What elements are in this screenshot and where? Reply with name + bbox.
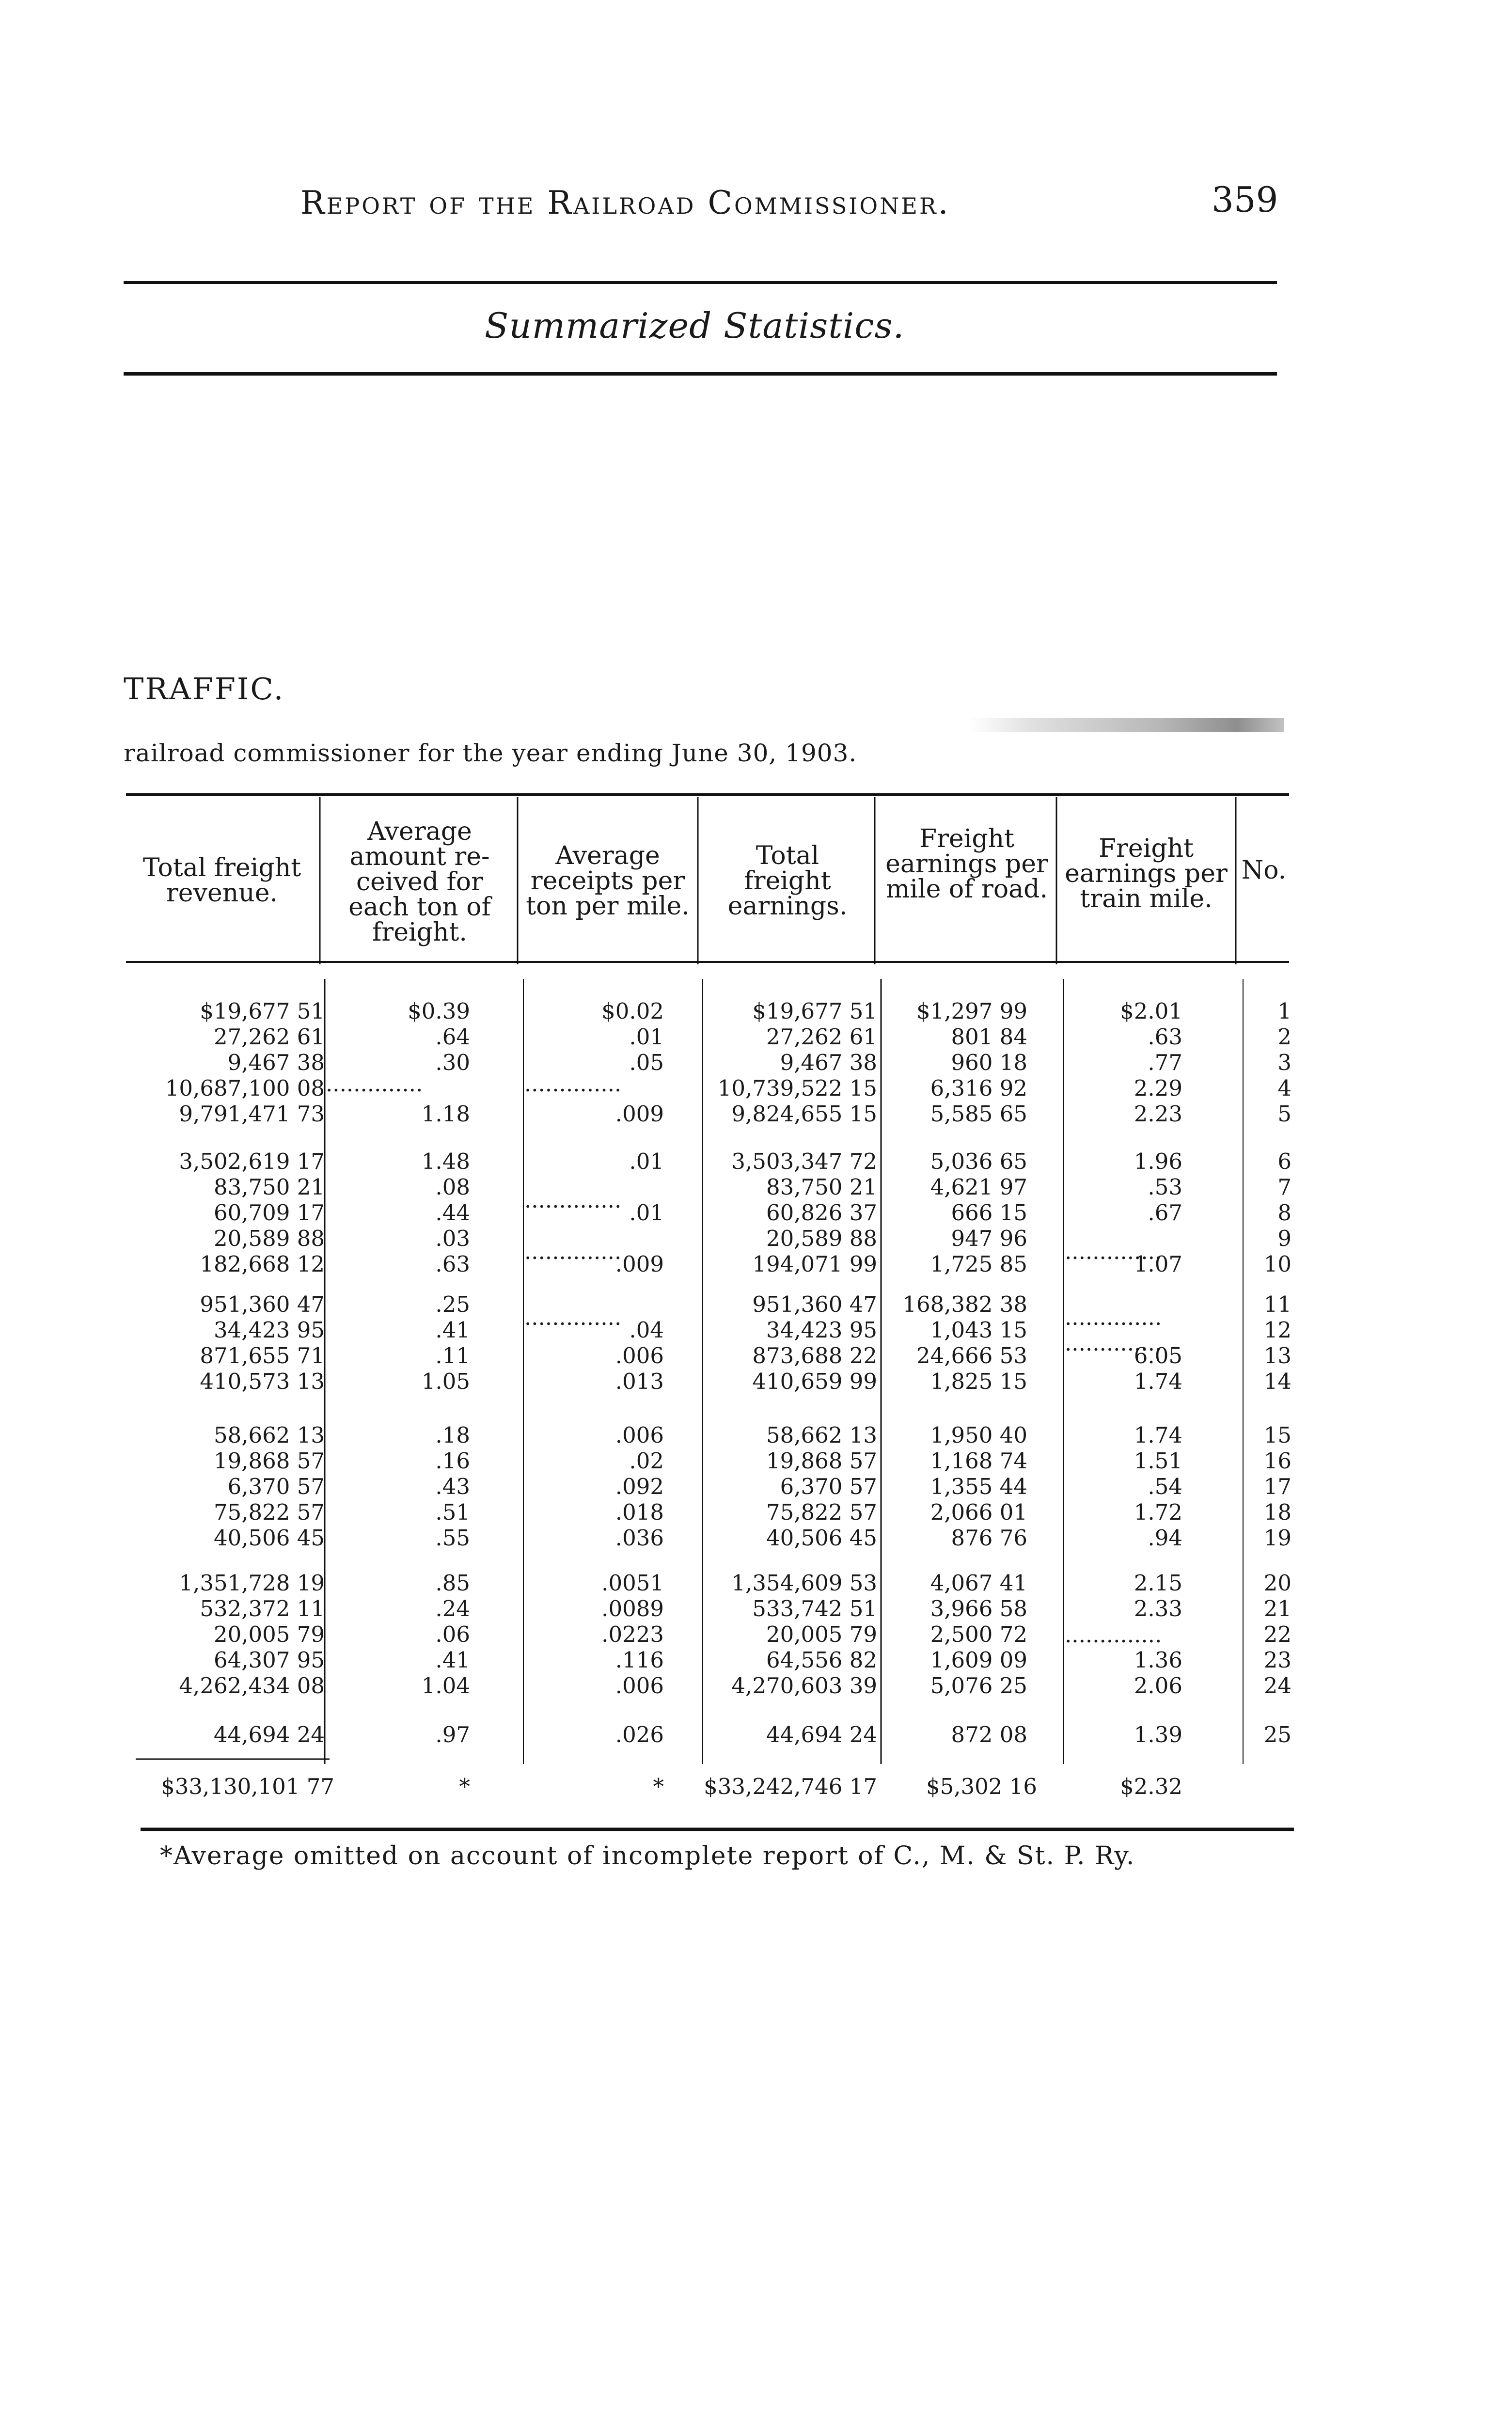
revenue-cells: 58,662 13 19,868 57 6,370 57 75,822 57 40,506 45 [213,1422,325,1551]
dot-leader: .............. [326,1071,423,1097]
running-head: Report of the Railroad Commissioner. [300,184,950,221]
dot-leader: .............. [524,1187,622,1213]
row-number-cells: 15 16 17 18 19 [1263,1422,1292,1551]
row-number-cells: 20 21 22 23 24 [1263,1570,1292,1699]
row-number-cells: 1 2 3 4 5 [1277,998,1292,1127]
header-total-freight-earnings: Total freight earnings. [727,841,848,921]
total-avg-ton: * [459,1774,470,1799]
total-per-road: $5,302 16 [926,1774,1037,1799]
total-revenue: $33,130,101 77 [161,1774,334,1799]
per-road-cells: 168,382 38 1,043 15 24,666 53 1,825 15 [902,1291,1027,1394]
per-road-cells: 5,036 65 4,621 97 666 15 947 96 1,725 85 [930,1149,1027,1277]
per-train-cells: 2.15 2.33 1.36 2.06 [1134,1570,1182,1699]
avg-ton-cells: 1.48 .08 .44 .03 .63 [421,1149,470,1277]
avg-mile-cells: .04 .006 .013 [615,1317,664,1394]
revenue-cells: 1,351,728 19 532,372 11 20,005 79 64,307 95 4,262,434 08 [179,1570,325,1699]
per-train-cells: 6.05 1.74 [1134,1343,1182,1394]
dot-leader: .............. [1065,1305,1162,1330]
avg-mile-cells: .0051 .0089 .0223 .116 .006 [601,1570,664,1699]
earnings-cells: 3,503,347 72 83,750 21 60,826 37 20,589 88 194,071 99 [731,1149,877,1277]
per-train-cells: 1.74 1.51 .54 1.72 .94 [1134,1422,1182,1551]
revenue-cells: 951,360 47 34,423 95 871,655 71 410,573 13 [200,1291,325,1394]
total-avg-mile: * [653,1774,664,1799]
avg-ton-cells: .97 [435,1722,470,1747]
header-no: No. [1241,856,1287,885]
avg-ton-cells: $0.39 .64 .30 1.18 [408,998,470,1127]
page-subtitle: Summarized Statistics. [485,305,905,346]
dot-leader: .............. [1065,1622,1162,1648]
per-train-cells: 1.39 [1134,1722,1182,1747]
earnings-cells: 1,354,609 53 533,742 51 20,005 79 64,556 82 4,270,603 39 [731,1570,877,1699]
dot-leader: .............. [1065,1239,1162,1264]
revenue-cells: 44,694 24 [213,1722,325,1747]
earnings-cells: $19,677 51 27,262 61 9,467 38 10,739,522 15 9,824,655 15 [717,998,877,1127]
dot-leader: .............. [524,1071,622,1097]
avg-mile-cells: .006 .02 .092 .018 .036 [615,1422,664,1551]
page-number: 359 [1212,179,1278,220]
row-number-cells: 25 [1263,1722,1292,1747]
per-train-cells: $2.01 .63 .77 2.29 2.23 [1120,998,1182,1127]
total-per-train: $2.32 [1120,1774,1182,1799]
dot-leader: .............. [524,1305,622,1330]
revenue-cells: 3,502,619 17 83,750 21 60,709 17 20,589 88 182,668 12 [179,1149,325,1277]
total-earnings: $33,242,746 17 [704,1774,877,1799]
per-road-cells: 872 08 [951,1722,1027,1747]
row-number-cells: 6 7 8 9 10 [1263,1149,1292,1277]
header-earnings-per-mile-road: Freight earnings per mile of road. [885,824,1048,904]
per-road-cells: $1,297 99 801 84 960 18 6,316 92 5,585 65 [916,998,1027,1127]
header-earnings-per-train-mile: Freight earnings per train mile. [1065,834,1228,913]
avg-ton-cells: .85 .24 .06 .41 1.04 [421,1570,470,1699]
avg-ton-cells: .25 .41 .11 1.05 [421,1291,470,1394]
section-title: TRAFFIC. [124,671,285,707]
header-total-freight-revenue: Total freight revenue. [142,853,301,908]
avg-mile-cells: .01 .01 .009 [615,1149,664,1277]
per-road-cells: 1,950 40 1,168 74 1,355 44 2,066 01 876 76 [930,1422,1027,1551]
per-train-cells: 1.96 .53 .67 1.07 [1134,1149,1182,1277]
header-avg-per-ton-mile: Average receipts per ton per mile. [526,841,690,921]
row-number-cells: 11 12 13 14 [1263,1291,1292,1394]
table-caption: railroad commissioner for the year ending June 30, 1903. [124,739,857,767]
dot-leader: .............. [524,1239,622,1264]
dot-leader: .............. [1065,1330,1162,1356]
earnings-cells: 44,694 24 [766,1722,877,1747]
earnings-cells: 951,360 47 34,423 95 873,688 22 410,659 99 [752,1291,877,1394]
header-avg-per-ton: Average amount re-ceived for each ton of freight. [348,817,491,947]
footnote: *Average omitted on account of incomplete report of C., M. & St. P. Ry. [160,1841,1135,1871]
avg-mile-cells: $0.02 .01 .05 .009 [601,998,664,1127]
per-road-cells: 4,067 41 3,966 58 2,500 72 1,609 09 5,076 25 [930,1570,1027,1699]
avg-mile-cells: .026 [615,1722,664,1747]
earnings-cells: 58,662 13 19,868 57 6,370 57 75,822 57 40,506 45 [766,1422,877,1551]
avg-ton-cells: .18 .16 .43 .51 .55 [435,1422,470,1551]
revenue-cells: $19,677 51 27,262 61 9,467 38 10,687,100 08 9,791,471 73 [165,998,325,1127]
